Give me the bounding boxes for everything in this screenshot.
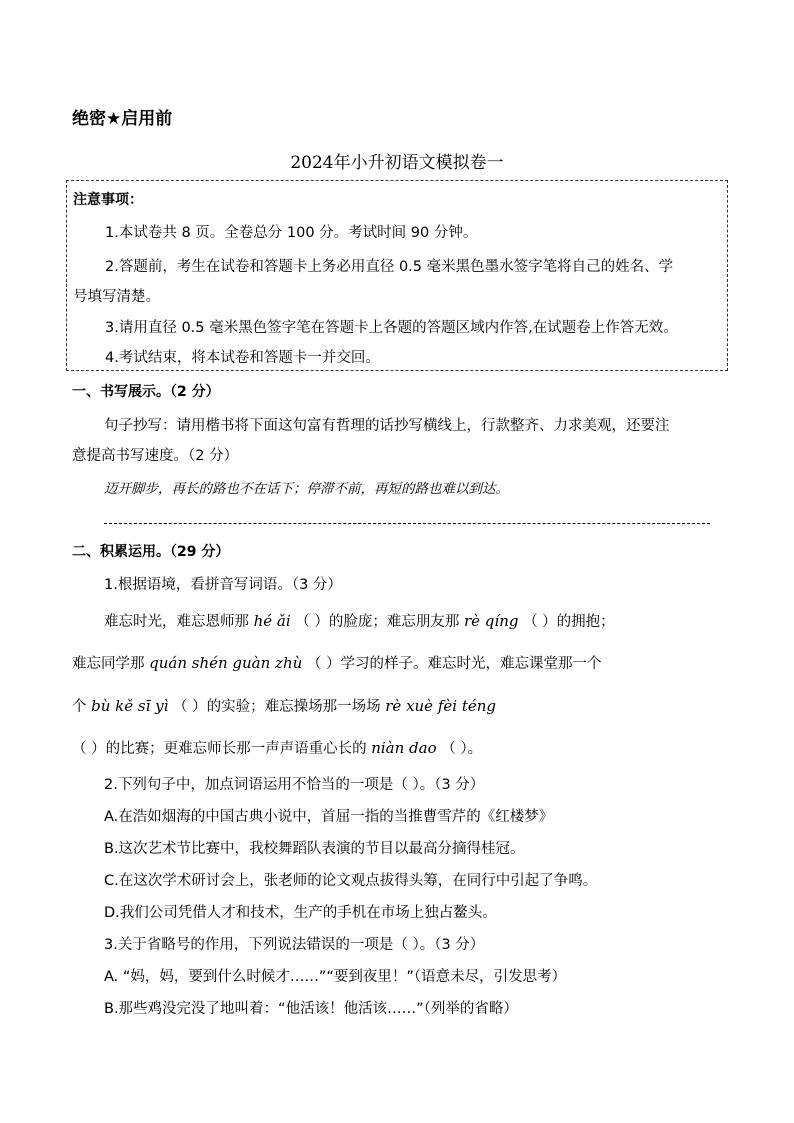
q1-line-1-text-a: 难忘时光，难忘恩师那 (104, 614, 249, 630)
q2-option-d: D.我们公司凭借人才和技术，生产的手机在市场上独占鳌头。 (104, 905, 497, 921)
q1-line-3-text-b: （ ）的实验；难忘操场那一场场 (173, 699, 381, 715)
q3-option-b: B.那些鸡没完没了地叫着：“他活该！他活该……”（列举的省略） (104, 1001, 518, 1017)
writing-line[interactable] (104, 523, 710, 524)
q1-line-4-text-a: （ ）的比赛；更难忘师长那一声声语重心长的 (72, 741, 367, 757)
pinyin-re-xue-fei-teng: rè xuè fèi téng (385, 697, 496, 715)
notice-heading: 注意事项： (73, 192, 143, 208)
q1-line-2-text-b: （ ）学习的样子。难忘时光，难忘课堂那一个 (306, 656, 602, 672)
pinyin-he-ai: hé ǎi (253, 612, 291, 630)
q3-option-a: A. “妈，妈，要到什么时候才……”“要到夜里！”（语意未尽，引发思考） (104, 969, 567, 985)
section-1-instruction: 句子抄写：请用楷书将下面这句富有哲理的话抄写横线上，行款整齐、力求美观，还要注 (104, 418, 670, 434)
q1-line-2-text-a: 难忘同学那 (72, 656, 145, 672)
q2-prompt: 2.下列句子中，加点词语运用不恰当的一项是（ ）。（3 分） (104, 777, 485, 793)
q2-option-c: C.在这次学术研讨会上，张老师的论文观点拔得头筹，在同行中引起了争鸣。 (104, 873, 598, 889)
section-2-heading: 二、积累运用。（29 分） (72, 544, 230, 560)
q1-line-3 (72, 695, 496, 716)
notice-item-2: 2.答题前，考生在试卷和答题卡上务必用直径 0.5 毫米黑色墨水签字笔将自己的姓名、学 (105, 259, 674, 275)
notice-item-1: 1.本试卷共 8 页。全卷总分 100 分。考试时间 90 分钟。 (105, 225, 478, 241)
q1-line-2 (72, 652, 602, 673)
q3-prompt: 3.关于省略号的作用，下列说法错误的一项是（ ）。（3 分） (104, 937, 485, 953)
q1-line-3-text-a: 个 (72, 699, 87, 715)
q2-option-a: A.在浩如烟海的中国古典小说中，首屈一指的当推曹雪芹的《红楼梦》 (104, 809, 554, 825)
q1-line-1-text-c: （ ）的拥抱； (523, 614, 615, 630)
q1-line-4-text-b: （ ）。 (441, 741, 483, 757)
pinyin-nian-dao: niàn dao (371, 739, 437, 757)
q1-prompt: 1.根据语境，看拼音写词语。（3 分） (104, 577, 342, 593)
notice-item-4: 4.考试结束，将本试卷和答题卡一并交回。 (105, 350, 380, 366)
pinyin-re-qing: rè qíng (463, 612, 519, 630)
notice-item-2-cont: 号填写清楚。 (73, 289, 160, 305)
notice-item-3: 3.请用直径 0.5 毫米黑色签字笔在答题卡上各题的答题区域内作答,在试题卷上作答无效。 (105, 320, 678, 336)
pinyin-bu-ke-si-yi: bù kě sī yì (91, 697, 169, 715)
q1-line-1 (104, 610, 615, 631)
notice-box (66, 180, 728, 371)
copy-sentence: 迈开脚步，再长的路也不在话下；停滞不前，再短的路也难以到达。 (104, 481, 509, 497)
page-title: 2024年小升初语文模拟卷一 (290, 153, 504, 173)
q2-option-b: B.这次艺术节比赛中，我校舞蹈队表演的节目以最高分摘得桂冠。 (104, 841, 525, 857)
section-1-heading: 一、书写展示。（2 分） (72, 384, 220, 400)
pinyin-quan-shen-guan-zhu: quán shén guàn zhù (149, 654, 303, 672)
q1-line-1-text-b: （ ）的脸庞；难忘朋友那 (295, 614, 460, 630)
confidential-label: 绝密★启用前 (72, 109, 173, 129)
q1-line-4 (72, 737, 482, 758)
section-1-instruction-cont: 意提高书写速度。（2 分） (72, 448, 239, 464)
